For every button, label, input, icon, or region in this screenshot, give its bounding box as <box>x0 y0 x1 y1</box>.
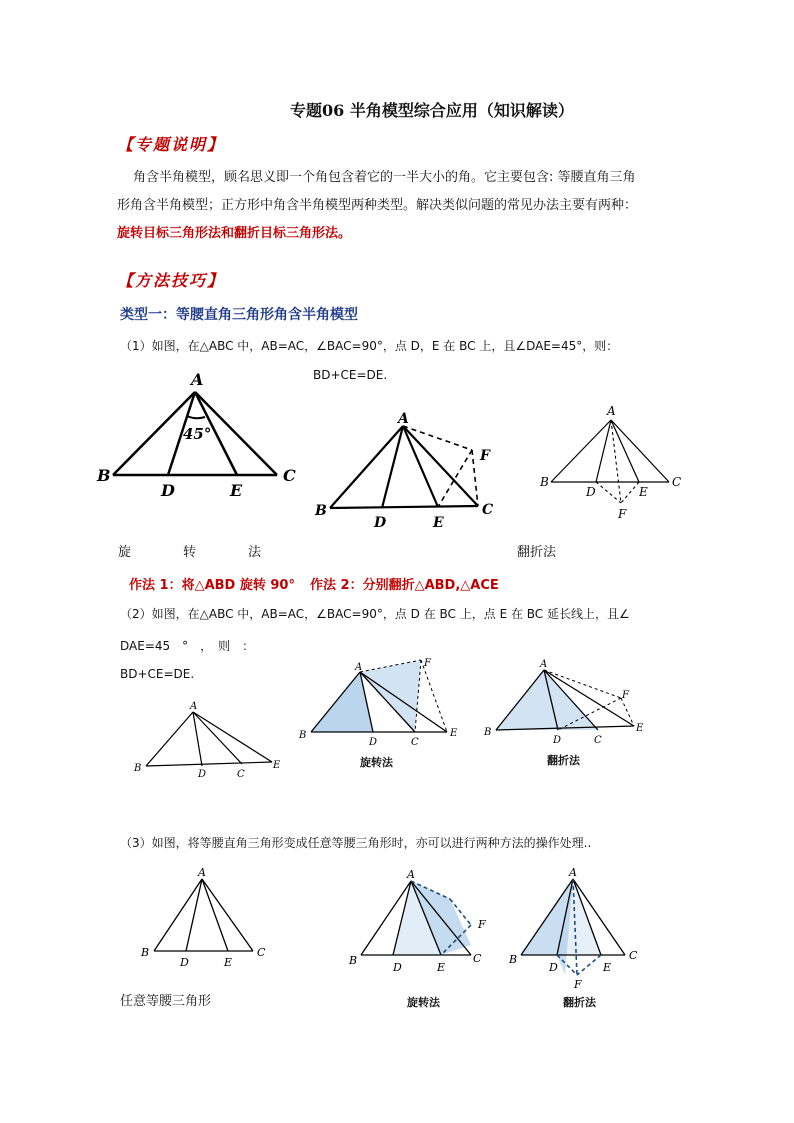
section-label-topic: 【专题说明】 <box>117 135 226 154</box>
label-e: E <box>639 485 648 499</box>
problem2-line2: DAE=45 ° ， 则 ： <box>120 639 255 653</box>
label-c: C <box>237 769 245 780</box>
label-a: A <box>607 404 616 418</box>
label-b: B <box>509 953 518 966</box>
label-d: D <box>586 485 596 499</box>
label-d: D <box>180 956 189 969</box>
page-title: 专题06 半角模型综合应用（知识解读） <box>290 101 574 120</box>
figure1-base-triangle <box>95 368 305 498</box>
label-c: C <box>672 475 682 489</box>
label-e: E <box>450 728 458 739</box>
label-any-isosceles: 任意等腰三角形 <box>120 994 212 1009</box>
label-b: B <box>97 466 111 485</box>
label-f: F <box>424 658 431 669</box>
label-b: B <box>134 763 142 774</box>
method1-text: 作法 1：将△ABD 旋转 90° <box>129 578 295 593</box>
label-a: A <box>191 370 204 389</box>
label-b: B <box>315 503 327 519</box>
label-rotate-method: 旋 转 法 <box>118 545 262 560</box>
label-e: E <box>437 961 446 974</box>
label-a: A <box>540 659 548 670</box>
problem2-result: BD+CE=DE. <box>120 667 195 681</box>
label-e: E <box>224 956 233 969</box>
label-c: C <box>283 466 296 485</box>
label-e: E <box>230 481 243 498</box>
label-e: E <box>433 515 444 531</box>
figure3-rotate-method <box>345 865 495 975</box>
label-c: C <box>473 952 482 965</box>
problem2-line1: （2）如图，在△ABC 中，AB=AC，∠BAC=90°，点 D 在 BC 上，点 E 在 BC 延长线上，且∠ <box>120 607 630 621</box>
figure1-rotate-method <box>310 408 510 533</box>
label-c: C <box>257 946 266 959</box>
label-c: C <box>411 737 419 747</box>
problem1-result: BD+CE=DE. <box>313 368 388 382</box>
label-d: D <box>161 481 175 498</box>
figure2-base-triangle <box>130 698 285 788</box>
label-d: D <box>198 769 207 780</box>
figure2-rotate-method <box>295 652 465 747</box>
label-b: B <box>299 730 307 741</box>
figure2-fold-method <box>478 652 648 747</box>
intro-line-3: 旋转目标三角形法和翻折目标三角形法。 <box>117 226 352 241</box>
figure3-caption-fold: 翻折法 <box>563 996 596 1009</box>
figure2-caption-rotate: 旋转法 <box>360 756 393 769</box>
label-c: C <box>629 949 638 962</box>
angle-45-label: 45° <box>183 425 212 443</box>
intro-line-2: 形角含半角模型；正方形中角含半角模型两种类型。解决类似问题的常见办法主要有两种： <box>117 198 638 213</box>
label-d: D <box>553 735 562 746</box>
label-f: F <box>618 507 627 521</box>
label-b: B <box>484 727 492 738</box>
label-a: A <box>190 701 198 712</box>
type1-heading: 类型一：等腰直角三角形角含半角模型 <box>120 307 358 323</box>
label-e: E <box>273 760 281 771</box>
label-b: B <box>349 954 358 967</box>
label-c: C <box>482 502 494 518</box>
label-fold-method: 翻折法 <box>517 545 557 560</box>
label-f: F <box>478 918 486 931</box>
label-b: B <box>141 946 150 959</box>
section-label-methods: 【方法技巧】 <box>117 271 226 290</box>
label-a: A <box>569 866 577 879</box>
intro-line-1: 角含半角模型，顾名思义即一个角包含着它的一半大小的角。它主要包含: 等腰直角三角 <box>133 170 636 185</box>
label-b: B <box>540 475 549 489</box>
label-d: D <box>374 515 387 531</box>
label-f: F <box>622 690 629 701</box>
figure3-caption-rotate: 旋转法 <box>407 996 440 1009</box>
label-f: F <box>574 978 582 990</box>
method2-text: 作法 2：分别翻折△ABD,△ACE <box>310 578 499 593</box>
label-e: E <box>636 723 644 734</box>
intro-paragraph <box>117 164 697 248</box>
problem1-text: （1）如图，在△ABC 中，AB=AC，∠BAC=90°，点 D，E 在 BC 上，且∠DAE=45°，则： <box>120 339 619 353</box>
label-a: A <box>198 866 206 879</box>
figure1-fold-method <box>535 400 685 525</box>
problem3-text: （3）如图，将等腰直角三角形变成任意等腰三角形时，亦可以进行两种方法的操作处理.. <box>120 836 592 850</box>
label-a: A <box>398 411 409 427</box>
label-d: D <box>369 737 378 747</box>
label-d: D <box>393 961 402 974</box>
label-f: F <box>480 448 490 464</box>
label-e: E <box>603 961 612 974</box>
figure3-base-triangle <box>138 863 273 971</box>
figure2-caption-fold: 翻折法 <box>547 754 580 767</box>
label-a: A <box>407 868 415 881</box>
label-d: D <box>549 961 558 974</box>
label-c: C <box>594 735 602 746</box>
label-a: A <box>355 662 363 673</box>
figure3-fold-method <box>505 865 650 990</box>
